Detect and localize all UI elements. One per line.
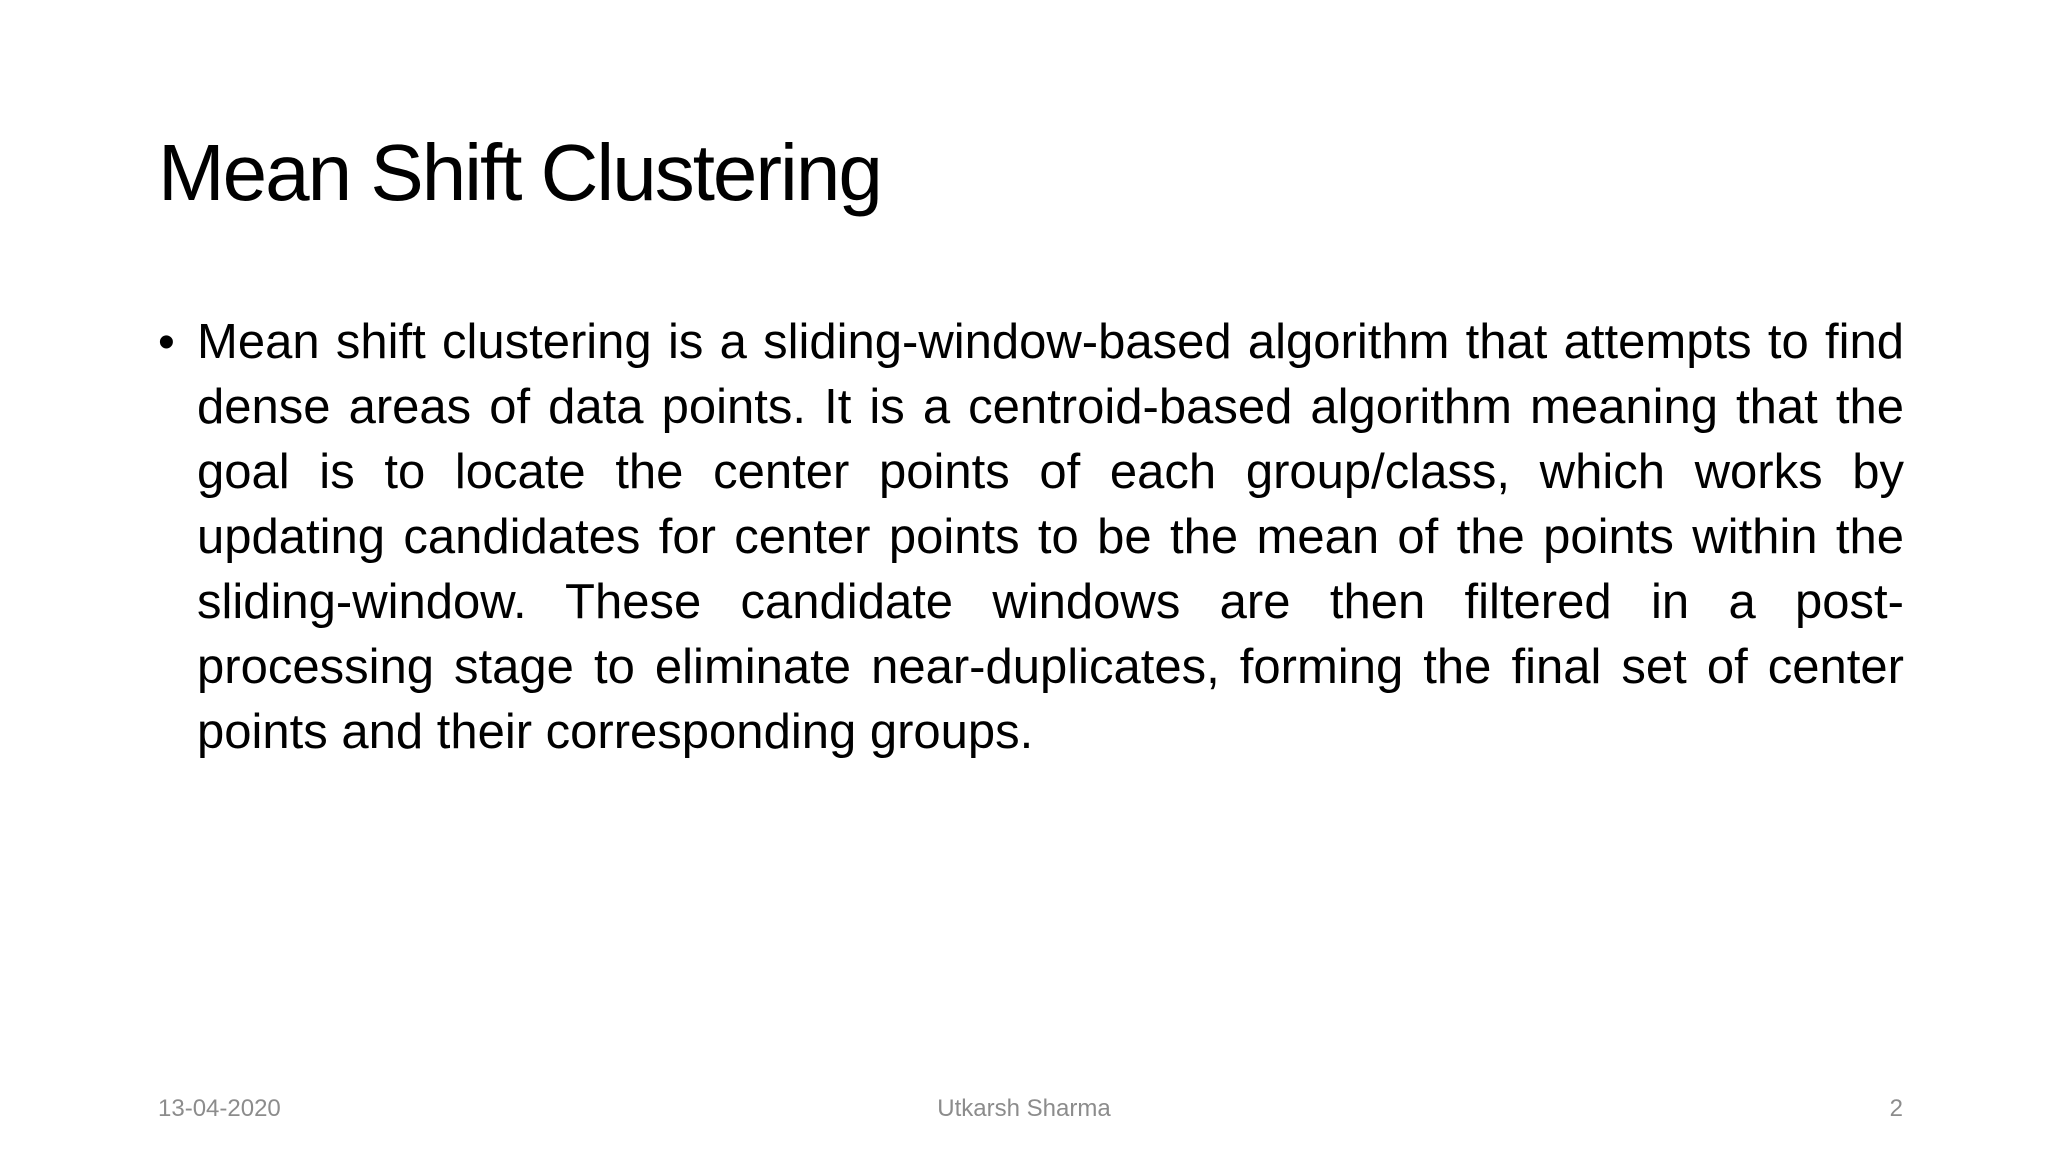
bullet-list	[158, 310, 1904, 765]
bullet-marker: •	[158, 316, 175, 369]
bullet-text: Mean shift clustering is a sliding-window-based algorithm that attempts to find dense areas of data points. It is a centroid-based algorithm meaning that the goal is to locate the center points of each group/class, which works by updating candidates for center points to be the mean of the points within the sliding-window. These candidate windows are then filtered in a post-processing stage to eliminate near-duplicates, forming the final set of center points and their corresponding groups.	[197, 315, 1904, 759]
footer-date: 13-04-2020	[158, 1095, 281, 1122]
slide-title: Mean Shift Clustering	[158, 128, 881, 217]
footer-author: Utkarsh Sharma	[937, 1095, 1111, 1122]
footer-page-number: 2	[1889, 1095, 1903, 1122]
bullet-item	[158, 310, 1904, 765]
